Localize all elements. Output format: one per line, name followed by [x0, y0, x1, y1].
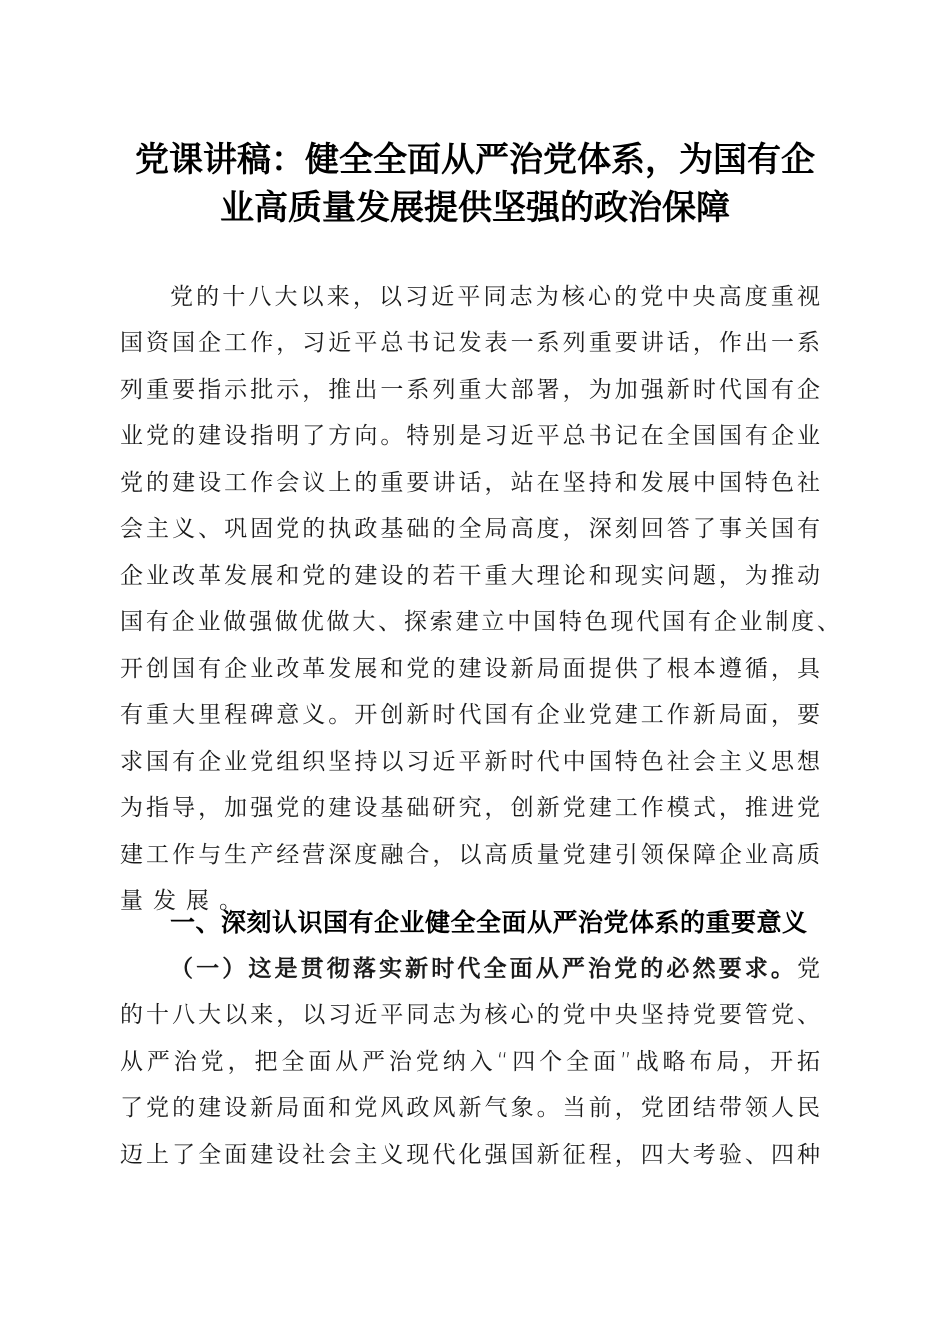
- paragraph-line: 求国有企业党组织坚持以习近平新时代中国特色社会主义思想: [120, 749, 820, 775]
- section-heading: 一、深刻认识国有企业健全全面从严治党体系的重要意义: [170, 909, 808, 937]
- paragraph-line: 迈上了全面建设社会主义现代化强国新征程，四大考验、四种: [120, 1142, 820, 1168]
- paragraph-line: 了党的建设新局面和党风政风新气象。当前，党团结带领人民: [120, 1095, 820, 1121]
- paragraph-text: 党: [797, 956, 820, 982]
- paragraph-line: 从严治党，把全面从严治党纳入“四个全面”战略布局，开拓: [120, 1049, 820, 1075]
- subsection-heading: （一）这是贯彻落实新时代全面从严治党的必然要求。: [170, 956, 797, 982]
- paragraph-line: 党的十八大以来，以习近平同志为核心的党中央高度重视: [170, 284, 820, 310]
- paragraph-line: 党的建设工作会议上的重要讲话，站在坚持和发展中国特色社: [120, 470, 820, 496]
- paragraph-line: 量发展。: [120, 888, 252, 914]
- paragraph-line: 国有企业做强做优做大、探索建立中国特色现代国有企业制度、: [120, 609, 840, 635]
- paragraph-line: 业党的建设指明了方向。特别是习近平总书记在全国国有企业: [120, 423, 820, 449]
- paragraph-line: 企业改革发展和党的建设的若干重大理论和现实问题，为推动: [120, 563, 820, 589]
- paragraph-line: 为指导，加强党的建设基础研究，创新党建工作模式，推进党: [120, 795, 820, 821]
- paragraph-line: 会主义、巩固党的执政基础的全局高度，深刻回答了事关国有: [120, 516, 820, 542]
- paragraph-line: 开创国有企业改革发展和党的建设新局面提供了根本遵循，具: [120, 656, 820, 682]
- paragraph-line: 建工作与生产经营深度融合，以高质量党建引领保障企业高质: [120, 842, 820, 868]
- paragraph-line: 有重大里程碑意义。开创新时代国有企业党建工作新局面，要: [120, 702, 820, 728]
- document-title-line-1: 党课讲稿：健全全面从严治党体系，为国有企: [135, 140, 815, 180]
- paragraph-line: 列重要指示批示，推出一系列重大部署，为加强新时代国有企: [120, 377, 820, 403]
- paragraph-line: 国资国企工作，习近平总书记发表一系列重要讲话，作出一系: [120, 330, 820, 356]
- paragraph-line: 的十八大以来，以习近平同志为核心的党中央坚持党要管党、: [120, 1002, 820, 1028]
- document-title-line-2: 业高质量发展提供坚强的政治保障: [220, 188, 730, 228]
- paragraph-first-line: [170, 946, 820, 992]
